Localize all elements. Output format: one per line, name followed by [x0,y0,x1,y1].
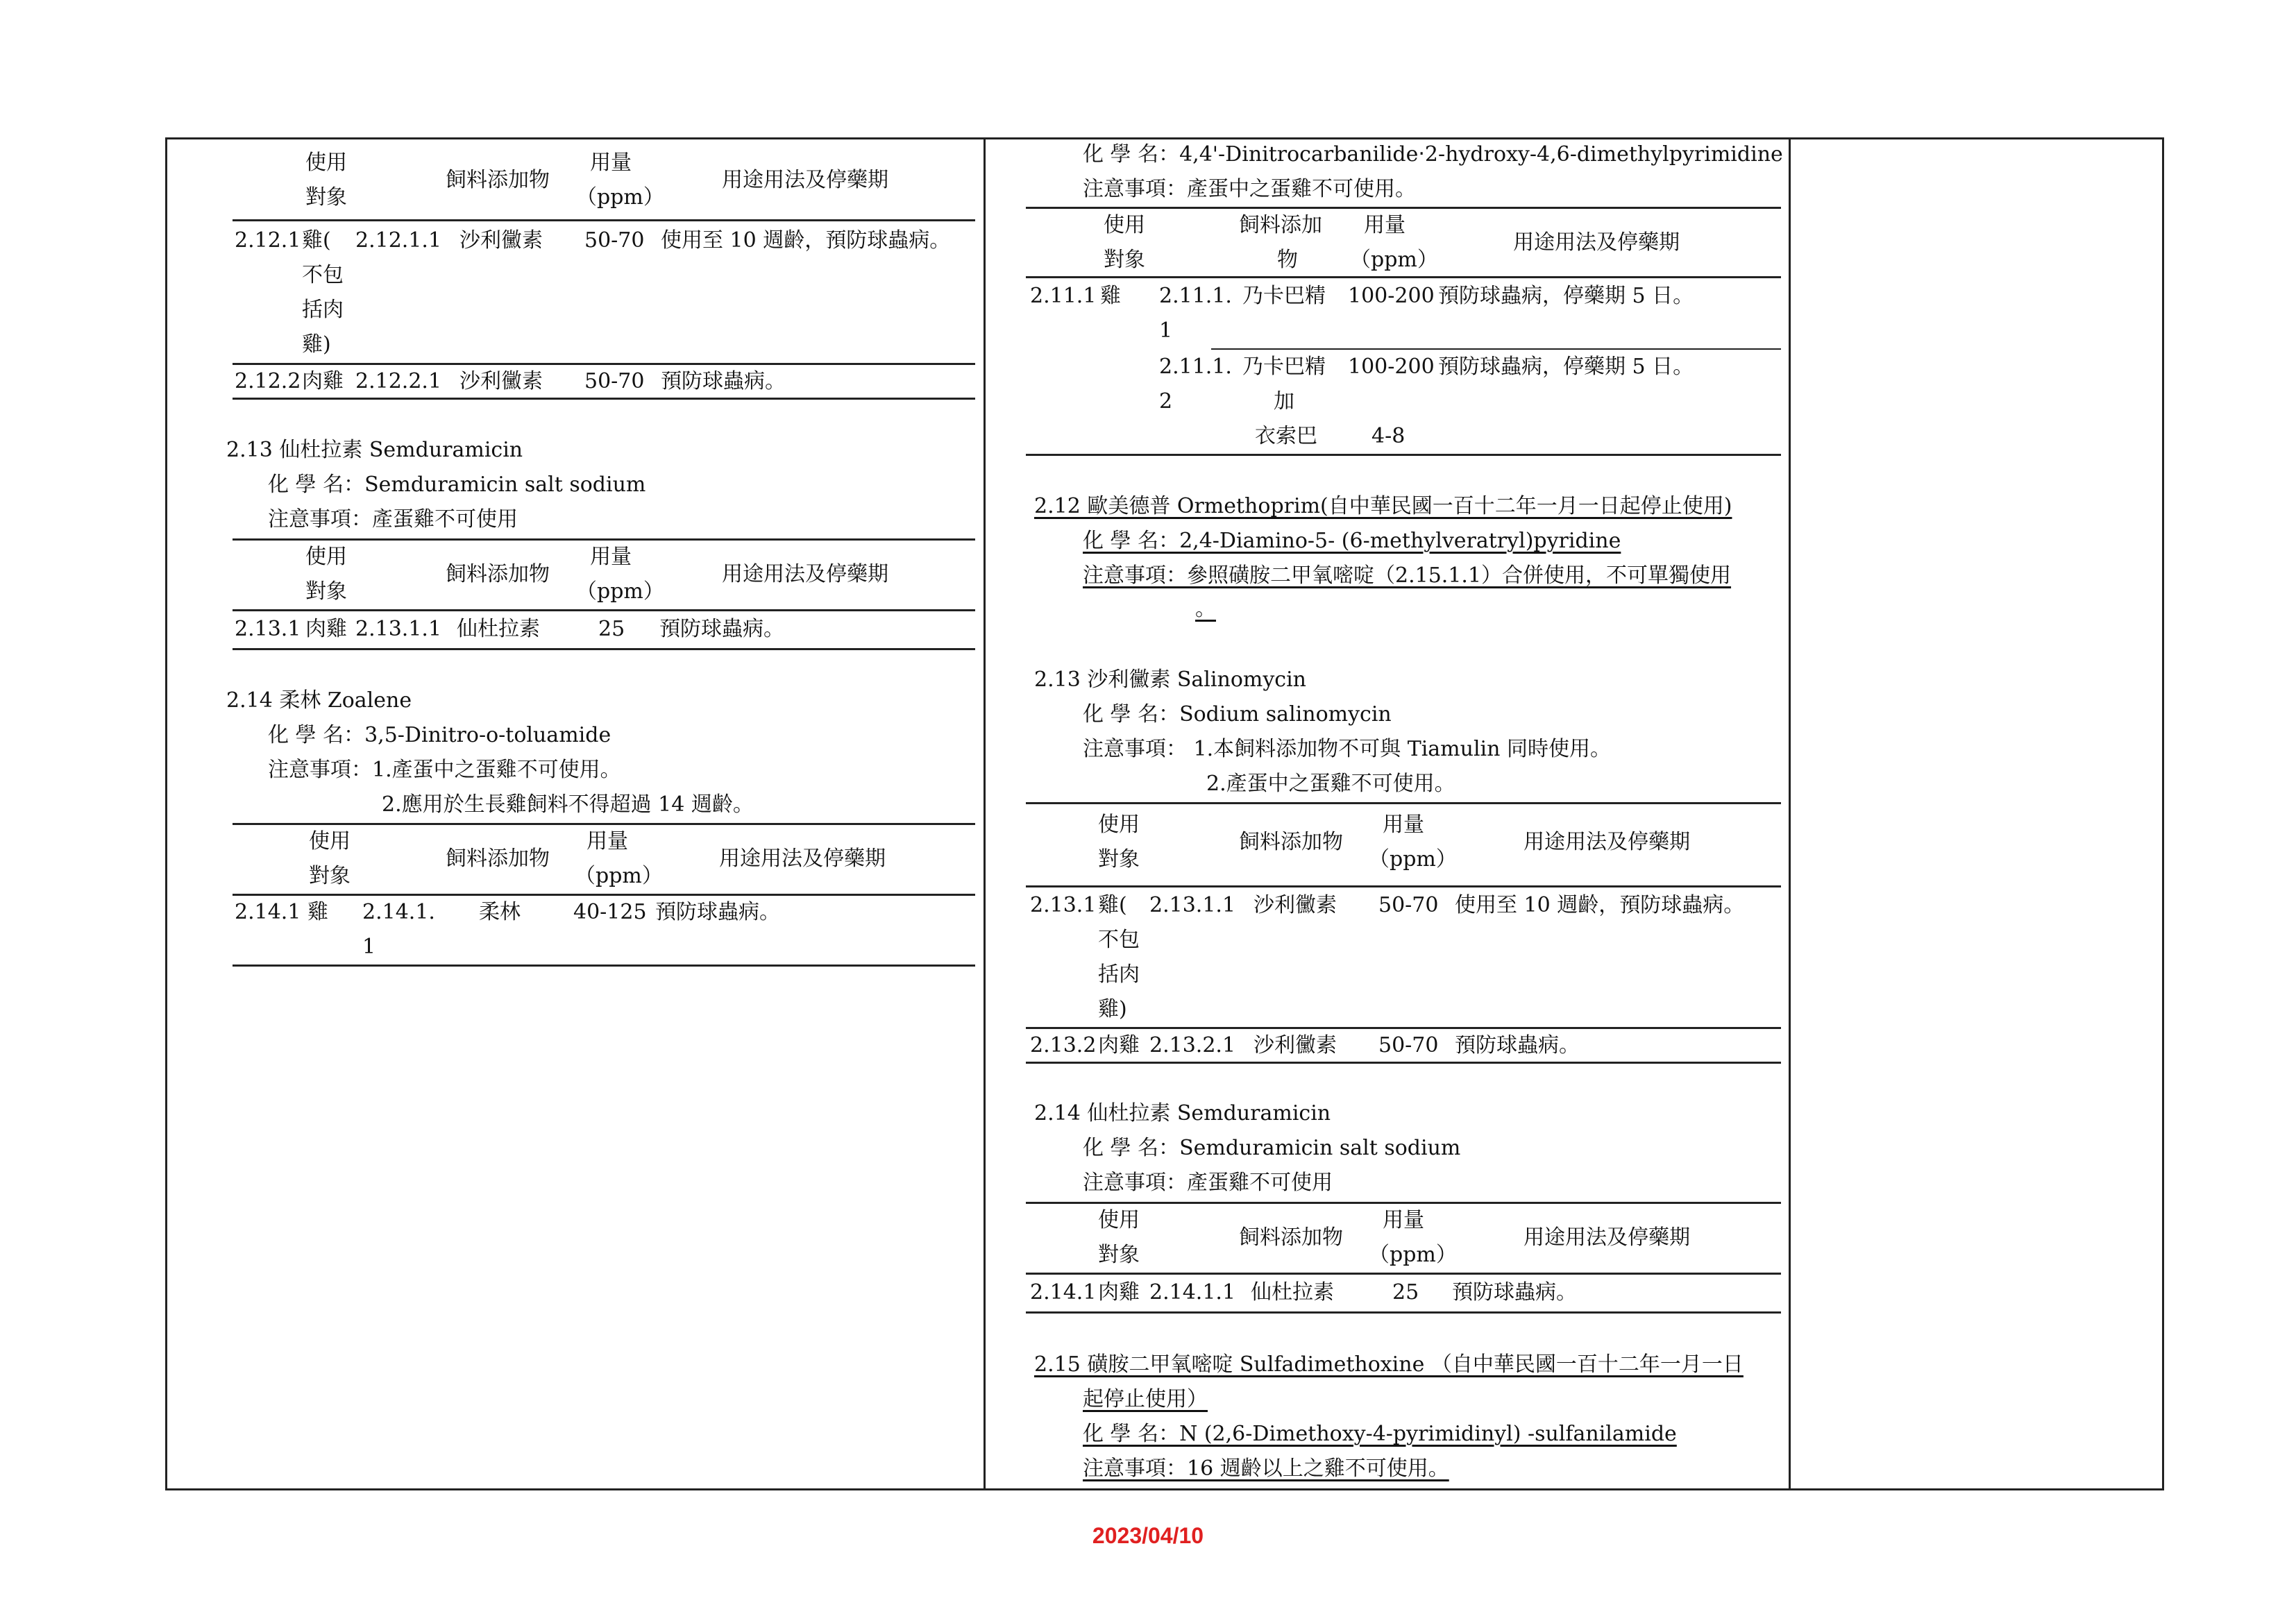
table-rule [1026,1062,1781,1064]
cell-text: 2.11.1. [1159,355,1232,379]
cell-text: 預防球蟲病。 [1455,1033,1580,1057]
cell-text: 25 [598,617,625,641]
cell-text: 飼料添加 [1239,213,1322,237]
cell-text: 50-70 [584,369,645,393]
cell-text: 2.12.2.1 [355,369,442,393]
table-rule [233,363,975,365]
cell-text: 肉雞 [1098,1280,1140,1305]
caution-note: 注意事項：產蛋雞不可使用 [268,507,518,532]
caution-note: 2.產蛋中之蛋雞不可使用。 [1206,772,1455,796]
cell-text: 雞) [1098,997,1127,1021]
cell-text: 100-200 [1348,355,1435,379]
table-rule [1026,885,1781,887]
page-date: 2023/04/10 [1092,1523,1204,1548]
cell-text: 乃卡巴精 [1242,284,1326,308]
cell-text: 仙杜拉素 [457,617,540,641]
cell-text: 用途用法及停藥期 [1513,230,1680,255]
table-rule [1211,348,1781,350]
table-rule [233,823,975,825]
section-title: 2.12 歐美德普 Ormethoprim(自中華民國一百十二年一月一日起停止使用) [1034,494,1732,518]
cell-text: （ppm） [1369,847,1457,872]
cell-text: 用途用法及停藥期 [719,847,886,871]
cell-text: 50-70 [1378,893,1439,917]
cell-text: 2.12.1.1 [355,228,442,253]
caution-note: 注意事項： 1.本飼料添加物不可與 Tiamulin 同時使用。 [1083,737,1612,761]
cell-text: 括肉 [302,298,344,322]
chemical-name: 化 學 名：Sodium salinomycin [1083,702,1392,726]
caution-note: 注意事項：參照磺胺二甲氧嘧啶（2.15.1.1）合併使用，不可單獨使用 [1083,563,1732,588]
chemical-name: 化 學 名：N (2,6-Dimethoxy-4-pyrimidinyl) -sulfanilamide [1083,1422,1677,1446]
cell-text: 使用 [1098,813,1140,837]
table-rule [233,538,975,541]
cell-text: 4-8 [1371,424,1406,448]
caution-note: 注意事項：1.產蛋中之蛋雞不可使用。 [268,758,621,782]
cell-text: 雞( [1098,893,1127,917]
table-rule [1026,1027,1781,1029]
cell-text: 飼料添加物 [1239,830,1343,854]
cell-text: 用量 [1383,1208,1424,1232]
table-rule [1026,207,1781,209]
cell-text: 對象 [1104,248,1145,272]
cell-text: 預防球蟲病。 [1452,1280,1577,1305]
table-rule [1026,1202,1781,1204]
cell-text: 沙利黴素 [459,369,543,393]
cell-text: 2.13.2 [1030,1033,1097,1057]
cell-text: 25 [1392,1280,1419,1305]
cell-text: 不包 [1098,928,1140,952]
cell-text: 肉雞 [302,369,344,393]
cell-text: 肉雞 [305,617,347,641]
cell-text: 2.14.1. [362,900,435,924]
cell-text: 雞( [302,228,331,253]
cell-text: 沙利黴素 [1253,1033,1337,1057]
header-usage: 用途用法及停藥期 [722,168,888,192]
cell-text: 2.14.1 [1030,1280,1097,1305]
cell-text: 飼料添加物 [1239,1225,1343,1250]
cell-text: 括肉 [1098,962,1140,987]
cell-text: 乃卡巴精 [1242,355,1326,379]
chemical-name: 化 學 名：4,4'-Dinitrocarbanilide‧2-hydroxy-4,6-dimethylpyrimidine [1083,142,1783,167]
cell-text: 50-70 [584,228,645,253]
cell-text: 40-125 [573,900,647,924]
cell-text: 100-200 [1348,284,1435,308]
cell-text: 使用 [1098,1208,1140,1232]
cell-text: 沙利黴素 [1253,893,1337,917]
cell-text: 2.13.2.1 [1149,1033,1236,1057]
cell-text: 柔林 [479,900,521,924]
chemical-name: 化 學 名：Semduramicin salt sodium [268,473,646,497]
cell-text: 2.11.1 [1030,284,1097,308]
cell-text: 使用 [1104,213,1145,237]
table-rule [233,219,975,221]
cell-text: 物 [1277,248,1298,272]
cell-text: 飼料添加物 [446,847,550,871]
cell-text: 飼料添加物 [446,562,550,586]
cell-text: 使用 [305,545,347,569]
cell-text: 用途用法及停藥期 [722,562,888,586]
cell-text: 1 [1159,318,1173,343]
table-rule [1026,1273,1781,1275]
cell-text: 對象 [1098,1243,1140,1267]
cell-text: 2.14.1.1 [1149,1280,1236,1305]
table-rule [1026,276,1781,278]
cell-text: 2.13.1.1 [355,617,442,641]
cell-text: 起停止使用） [1083,1387,1208,1411]
cell-text: 不包 [302,263,344,287]
cell-text: 預防球蟲病，停藥期 5 日。 [1438,284,1694,308]
cell-text: 2.12.2 [235,369,301,393]
table-rule [1026,1311,1781,1314]
header-additive: 飼料添加物 [446,168,550,192]
cell-text: 1 [362,935,376,959]
cell-text: 用途用法及停藥期 [1523,1225,1690,1250]
cell-text: 2.14.1 [235,900,301,924]
caution-note: 注意事項：產蛋雞不可使用 [1083,1171,1333,1195]
cell-text: （ppm） [575,864,663,888]
cell-text: 預防球蟲病，停藥期 5 日。 [1438,355,1694,379]
cell-text: （ppm） [576,579,664,604]
caution-note: 注意事項：16 週齡以上之雞不可使用。 [1083,1456,1449,1481]
cell-text: 仙杜拉素 [1251,1280,1334,1305]
cell-text: 2 [1159,389,1173,414]
cell-text: 對象 [305,579,347,604]
section-title: 2.14 柔林 Zoalene [226,688,412,713]
cell-text: 用量 [1383,813,1424,837]
table-rule [1026,454,1781,456]
table-rule [233,609,975,611]
header-amount: （ppm） [576,185,664,210]
column-divider [984,137,986,1490]
cell-text: 雞 [1100,284,1121,308]
chemical-name: 化 學 名：Semduramicin salt sodium [1083,1136,1461,1160]
section-title: 2.13 仙杜拉素 Semduramicin [226,438,523,462]
column-divider [1789,137,1791,1490]
cell-text: 使用至 10 週齡，預防球蟲病。 [1455,893,1745,917]
cell-text: 2.12.1 [235,228,301,253]
cell-text: 用途用法及停藥期 [1523,830,1690,854]
cell-text: 2.13.1 [1030,893,1097,917]
cell-text: 用量 [586,829,628,853]
cell-text: 加 [1274,389,1294,414]
chemical-name: 化 學 名：3,5-Dinitro-o-toluamide [268,723,611,747]
cell-text: 衣索巴 [1255,424,1317,448]
cell-text: 50-70 [1378,1033,1439,1057]
cell-text: 對象 [309,864,351,888]
cell-text: 2.11.1. [1159,284,1232,308]
chemical-name: 化 學 名：2,4-Diamino-5- (6-methylveratryl)pyridine [1083,529,1621,553]
table-rule [233,398,975,400]
cell-text: 。 [1195,597,1216,621]
cell-text: 用量 [1364,213,1406,237]
cell-text: 預防球蟲病。 [661,369,786,393]
cell-text: 預防球蟲病。 [655,900,780,924]
caution-note: 2.應用於生長雞飼料不得超過 14 週齡。 [382,792,754,817]
cell-text: 雞) [302,332,331,357]
section-title: 2.13 沙利黴素 Salinomycin [1034,668,1306,692]
table-rule [233,965,975,967]
cell-text: （ppm） [1369,1243,1457,1267]
cell-text: 肉雞 [1098,1033,1140,1057]
cell-text: 沙利黴素 [459,228,543,253]
section-title: 2.14 仙杜拉素 Semduramicin [1034,1101,1331,1125]
header-target: 使用 [305,151,347,175]
header-amount: 用量 [590,151,632,175]
cell-text: 使用 [309,829,351,853]
cell-text: 2.13.1.1 [1149,893,1236,917]
cell-text: 預防球蟲病。 [659,617,784,641]
caution-note: 注意事項：產蛋中之蛋雞不可使用。 [1083,177,1416,201]
table-rule [233,648,975,650]
cell-text: 2.13.1 [235,617,301,641]
cell-text: 使用至 10 週齡，預防球蟲病。 [661,228,951,253]
cell-text: （ppm） [1350,248,1438,272]
header-target: 對象 [305,185,347,210]
table-rule [233,137,975,139]
cell-text: 用量 [590,545,632,569]
cell-text: 雞 [307,900,328,924]
table-rule [1026,802,1781,804]
table-rule [233,894,975,896]
section-title: 2.15 磺胺二甲氧嘧啶 Sulfadimethoxine （自中華民國一百十二年一月一日 [1034,1352,1744,1377]
cell-text: 對象 [1098,847,1140,872]
